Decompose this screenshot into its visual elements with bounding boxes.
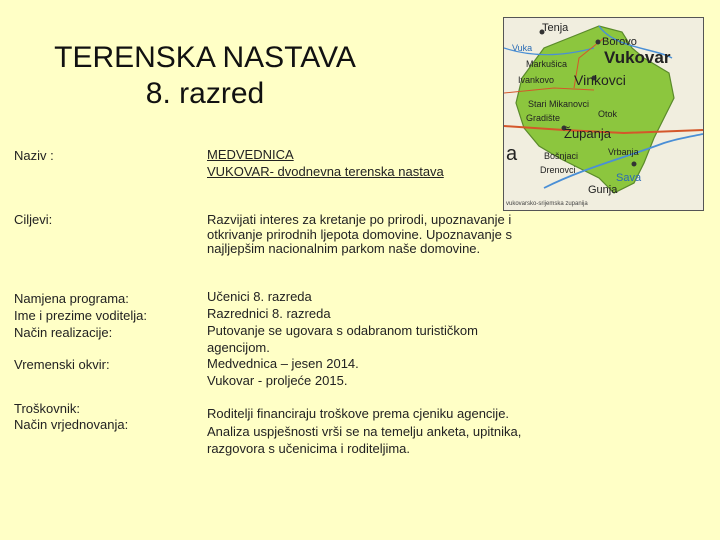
- county-map: [503, 17, 704, 211]
- map-label-ivankovo: Ivankovo: [518, 75, 555, 85]
- map-label-tenja: Tenja: [542, 22, 569, 34]
- map-caption: vukovarsko-srijemska zupanija: [506, 201, 588, 207]
- map-label-drenovci: Drenovci: [540, 165, 576, 175]
- label-vremenski-okvir: Vremenski okvir:: [14, 357, 110, 372]
- map-label-vukovar: Vukovar: [604, 48, 671, 67]
- city-dot: [632, 162, 637, 167]
- label-naziv: Naziv :: [14, 148, 54, 163]
- map-label-bosnjaci: Bošnjaci: [544, 151, 579, 161]
- page-title: [20, 40, 390, 112]
- title-line-2: 8. razred: [145, 77, 265, 110]
- value-ciljevi: Razvijati interes za kretanje po prirodi, upoznavanje i otkrivanje prirodnih ljepota domovine. Upoznavanje s najljepšim nacionalnim parkom naše domovine.: [207, 212, 512, 256]
- title-line-1: TERENSKA NASTAVA: [54, 41, 356, 74]
- map-label-stari-mikanovci: Stari Mikanovci: [528, 99, 590, 109]
- map-label-sava: Sava: [616, 172, 642, 184]
- map-label-vuka: Vuka: [512, 43, 533, 53]
- map-label-vrbanja: Vrbanja: [608, 147, 639, 157]
- city-dot: [596, 40, 601, 45]
- map-label-zupanja: Županja: [564, 126, 611, 141]
- label-troskovnik: Troškovnik: Način vrjednovanja:: [14, 401, 129, 432]
- label-ciljevi: Ciljevi:: [14, 212, 53, 227]
- map-label-vinkovci: Vinkovci: [574, 72, 626, 88]
- map-label-gunja: Gunja: [588, 184, 618, 196]
- map-label-borovo: Borovo: [602, 36, 637, 48]
- label-namjena: Namjena programa: Ime i prezime voditelja: Način realizacije:: [14, 291, 147, 340]
- map-label-otok: Otok: [598, 109, 618, 119]
- map-label-a: a: [506, 143, 518, 165]
- map-label-gradiste: Gradište: [526, 113, 561, 123]
- value-troskovnik: Roditelji financiraju troškove prema cjeniku agencije. Analiza uspješnosti vrši se na temelju anketa, upitnika, razgovora s učenicima i roditeljima.: [207, 406, 522, 456]
- value-naziv: MEDVEDNICA VUKOVAR- dvodnevna terenska nastava: [207, 147, 444, 179]
- map-label-markusica: Markušica: [526, 59, 568, 69]
- value-vremenski-okvir: Medvednica – jesen 2014. Vukovar - proljeće 2015.: [207, 356, 359, 388]
- value-namjena: Učenici 8. razreda Razrednici 8. razreda Putovanje se ugovara s odabranom turističkom agencijom.: [207, 289, 478, 355]
